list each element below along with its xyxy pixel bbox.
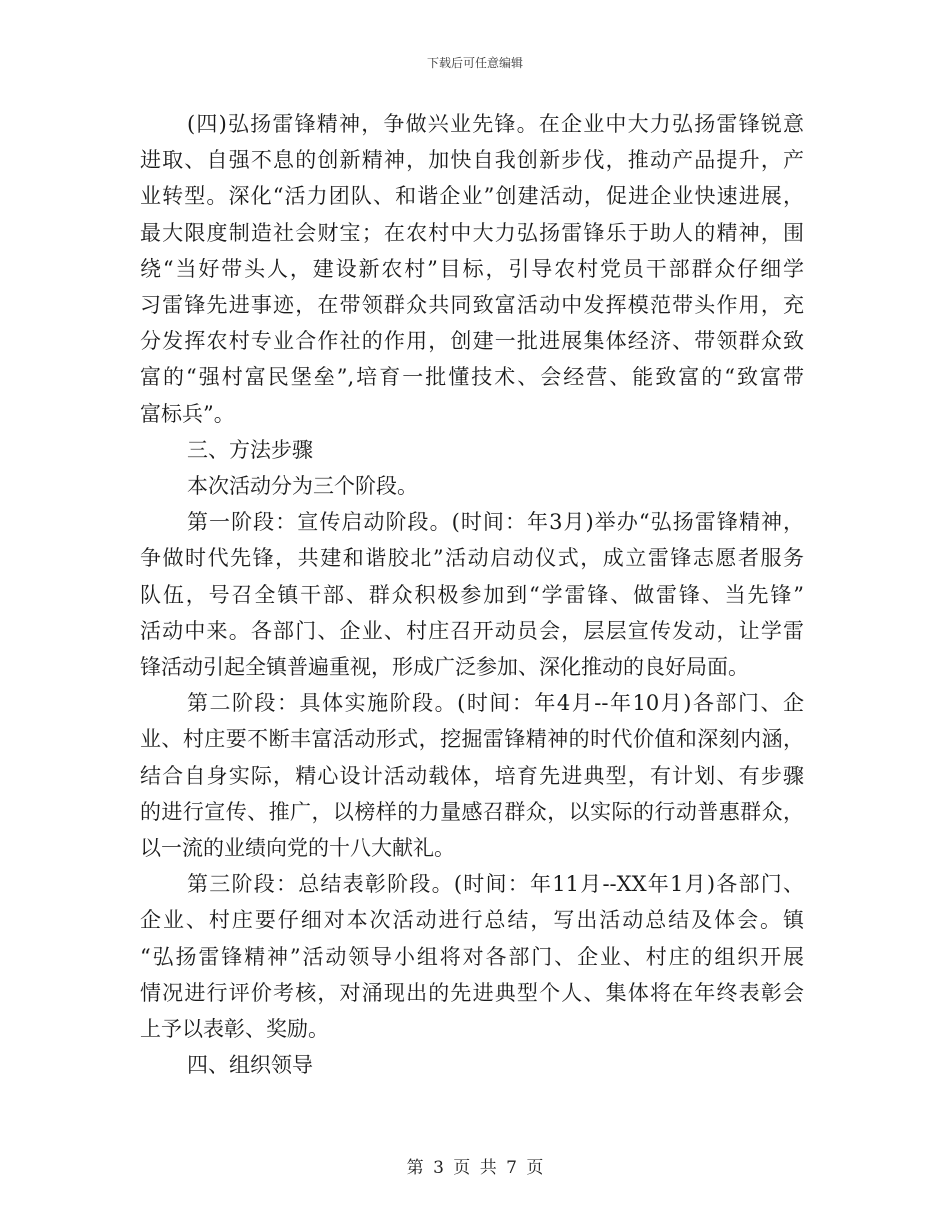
text-line: 习雷锋先进事迹，在带领群众共同致富活动中发挥模范带头作用，充	[140, 293, 804, 318]
text-line: 结合自身实际，精心设计活动载体，培育先进典型，有计划、有步骤	[140, 763, 804, 788]
text-line: 最大限度制造社会财宝；在农村中大力弘扬雷锋乐于助人的精神，围	[140, 220, 804, 245]
paragraph-stage-three	[140, 866, 804, 1047]
paragraph-stages-intro	[140, 468, 804, 504]
text-line: (四)弘扬雷锋精神，争做兴业先锋。在企业中大力弘扬雷锋锐意	[187, 112, 804, 136]
text-line: 分发挥农村专业合作社的作用，创建一批进展集体经济、带领群众致	[140, 329, 804, 354]
paragraph-promote-spirit	[140, 106, 804, 432]
text-line: 活动中来。各部门、企业、村庄召开动员会，层层宣传发动，让学雷	[140, 618, 804, 643]
text-line: 本次活动分为三个阶段。	[187, 474, 418, 499]
text-line: 以一流的业绩向党的十八大献礼。	[140, 836, 455, 861]
text-line: 上予以表彰、奖励。	[140, 1017, 329, 1042]
page-number: 第 3 页 共 7 页	[406, 1158, 544, 1178]
text-line: 队伍，号召全镇干部、群众积极参加到“学雷锋、做雷锋、当先锋”	[140, 582, 804, 607]
text-line: 第三阶段：总结表彰阶段。(时间：年11月--XX年1月)各部门、	[187, 872, 804, 897]
section-heading: 三、方法步骤	[187, 437, 313, 462]
paragraph-stage-two	[140, 685, 804, 866]
section-heading-methods	[140, 432, 804, 468]
text-line: 业转型。深化“活力团队、和谐企业”创建活动，促进企业快速进展，	[140, 184, 804, 209]
text-line: 第一阶段：宣传启动阶段。(时间：年3月)举办“弘扬雷锋精神，	[187, 510, 804, 535]
section-heading: 四、组织领导	[187, 1053, 313, 1078]
text-line: 第二阶段：具体实施阶段。(时间：年4月--年10月)各部门、企	[187, 691, 804, 716]
text-line: 的进行宣传、推广，以榜样的力量感召群众，以实际的行动普惠群众，	[140, 799, 804, 824]
document-body	[140, 106, 804, 1083]
text-line: 富标兵”。	[140, 401, 235, 426]
text-line: “弘扬雷锋精神”活动领导小组将对各部门、企业、村庄的组织开展	[140, 944, 804, 969]
text-line: 富的“强村富民堡垒”,培育一批懂技术、会经营、能致富的“致富带	[140, 365, 804, 390]
page-header: 下载后可任意编辑	[426, 56, 523, 70]
text-line: 争做时代先锋，共建和谐胶北”活动启动仪式，成立雷锋志愿者服务	[140, 546, 804, 571]
text-line: 业、村庄要不断丰富活动形式，挖掘雷锋精神的时代价值和深刻内涵，	[140, 727, 804, 752]
text-line: 绕“当好带头人，建设新农村”目标，引导农村党员干部群众仔细学	[140, 256, 804, 281]
text-line: 锋活动引起全镇普遍重视，形成广泛参加、深化推动的良好局面。	[140, 655, 749, 680]
text-line: 企业、村庄要仔细对本次活动进行总结，写出活动总结及体会。镇	[140, 908, 804, 933]
section-heading-leadership	[140, 1047, 804, 1083]
text-line: 情况进行评价考核，对涌现出的先进典型个人、集体将在年终表彰会	[140, 980, 804, 1005]
text-line: 进取、自强不息的创新精神，加快自我创新步伐，推动产品提升，产	[140, 148, 804, 173]
paragraph-stage-one	[140, 504, 804, 685]
